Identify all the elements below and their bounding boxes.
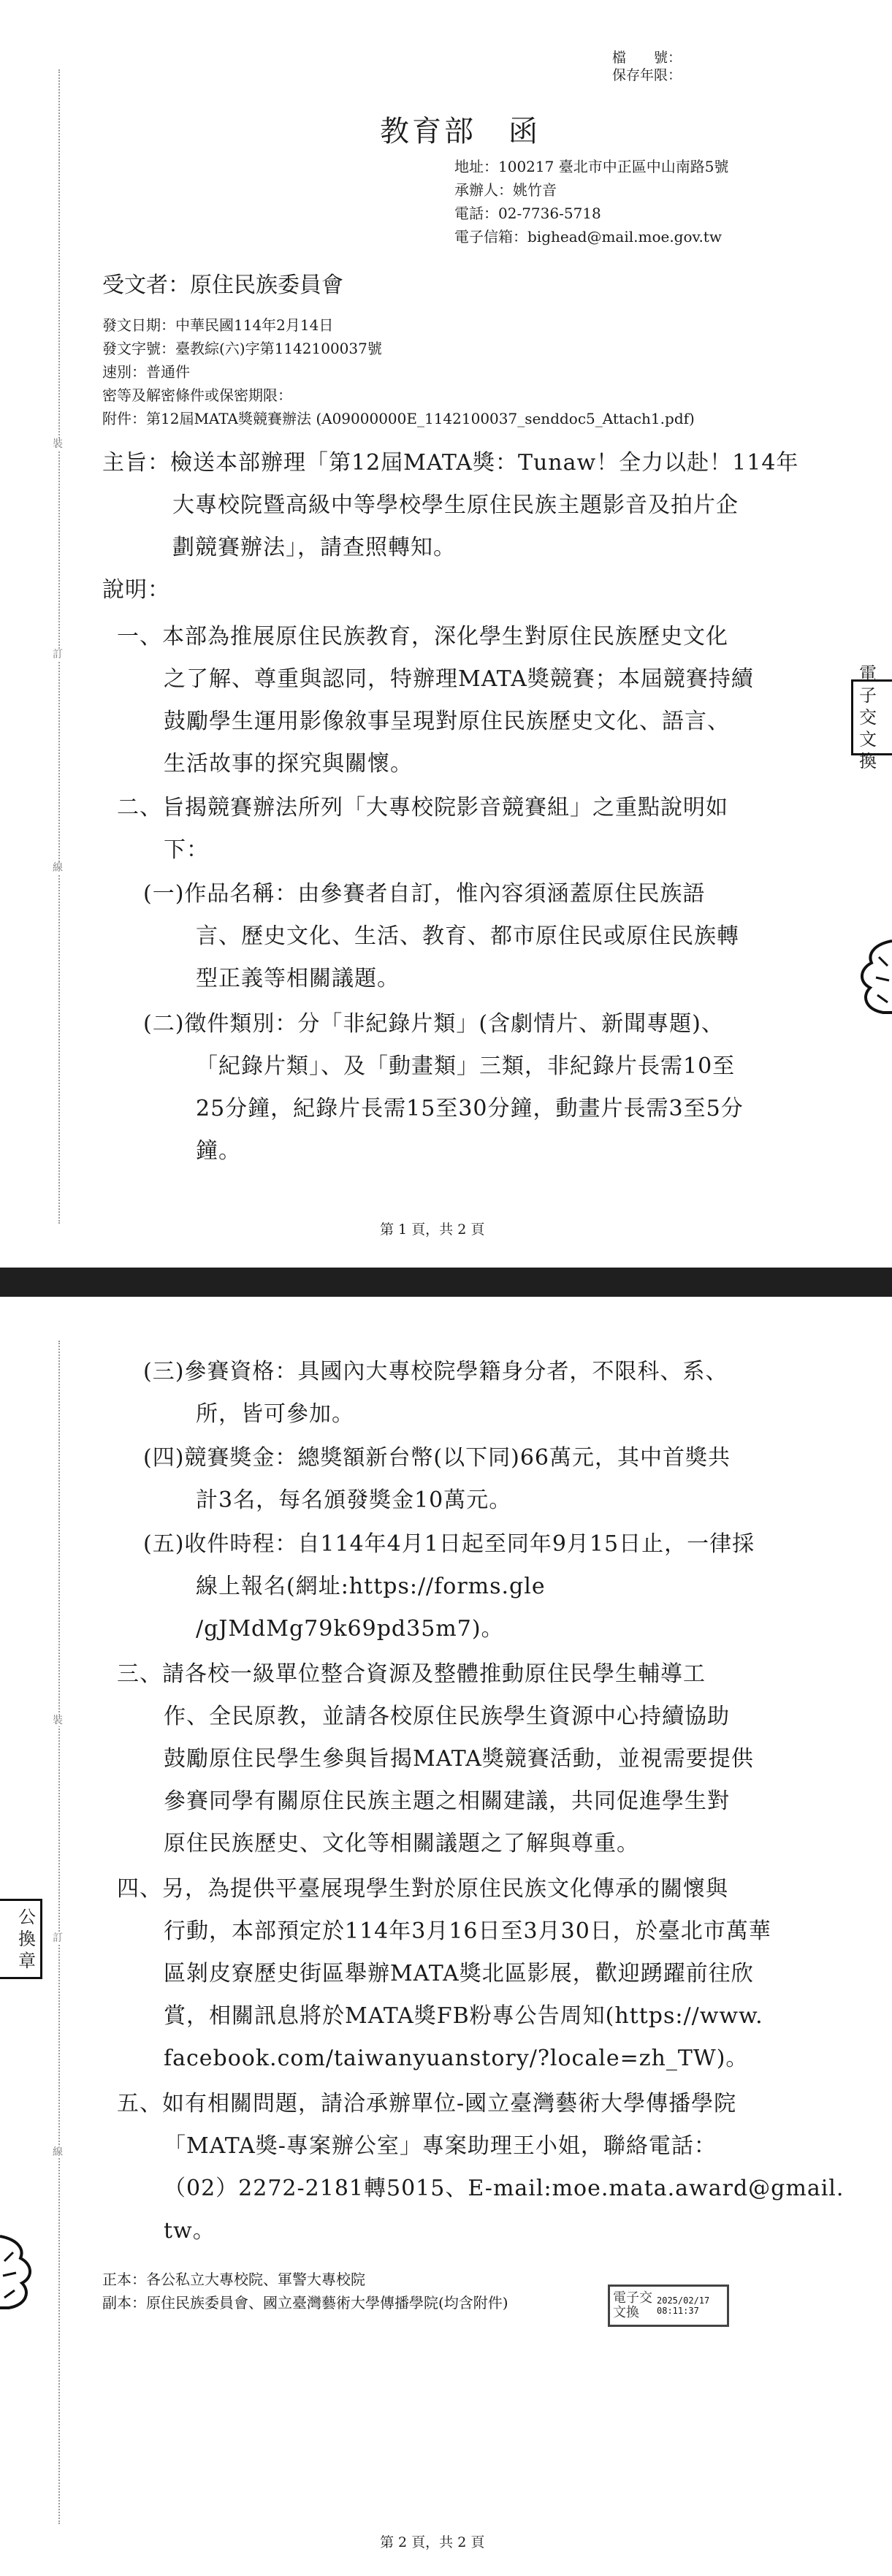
subject-line: 劃競賽辦法」，請查照轉知。 (172, 535, 456, 560)
item-line: 作、全民原教，並請各校原住民族學生資源中心持續協助 (164, 1704, 730, 1729)
attachment: 附件：第12屆MATA獎競賽辦法 (A09000000E_1142100037_senddoc5_Attach1.pdf) (102, 410, 695, 427)
file-number-label: 檔 號： (612, 50, 682, 66)
item-line: 鐘。 (196, 1138, 241, 1164)
item-line: 賞，相關訊息將於MATA獎FB粉專公告周知(https://www. (164, 2003, 763, 2029)
item-line: /gJMdMg79k69pd35m7)。 (196, 1616, 504, 1642)
item-line: (一)作品名稱：由參賽者自訂，惟內容須涵蓋原住民族語 (143, 881, 706, 907)
item-line: 一、本部為推展原住民族教育，深化學生對原住民族歷史文化 (117, 624, 728, 649)
item-line: 計3名，每名頒發獎金10萬元。 (196, 1487, 512, 1513)
document-page-1 (0, 0, 892, 1268)
item-line: (四)競賽獎金：總獎額新台幣(以下同)66萬元，其中首獎共 (143, 1445, 731, 1471)
item-line: (五)收件時程：自114年4月1日起至同年9月15日止，一律採 (143, 1531, 755, 1557)
speed: 速別：普通件 (102, 363, 190, 381)
binding-mark: 訂 (53, 649, 63, 660)
item-line: 「MATA獎-專案辦公室」專案助理王小姐，聯絡電話： (164, 2133, 717, 2159)
page-divider (0, 1268, 892, 1297)
item-line: 下： (164, 837, 209, 863)
binding-mark: 裝 (53, 1715, 63, 1726)
item-line: 原住民族歷史、文化等相關議題之了解與尊重。 (164, 1831, 639, 1856)
handler: 承辦人：姚竹音 (454, 181, 557, 199)
address: 地址：100217 臺北市中正區中山南路5號 (454, 158, 729, 175)
item-line: 之了解、尊重與認同，特辦理MATA獎競賽；本屆競賽持續 (164, 666, 754, 692)
item-line: 25分鐘，紀錄片長需15至30分鐘，動畫片長需3至5分 (196, 1096, 744, 1121)
seal-fragment-icon (0, 2232, 38, 2312)
binding-mark: 裝 (53, 438, 63, 450)
item-line: (三)參賽資格：具國內大專校院學籍身分者，不限科、系、 (143, 1359, 728, 1384)
item-line: 鼓勵原住民學生參與旨揭MATA獎競賽活動，並視需要提供 (164, 1746, 754, 1772)
page-number: 第 2 頁，共 2 頁 (380, 2534, 485, 2550)
issue-date: 發文日期：中華民國114年2月14日 (102, 316, 334, 334)
primary-recipients: 正本：各公私立大專校院、軍警大專校院 (102, 2271, 365, 2288)
item-line: 所，皆可參加。 (196, 1401, 354, 1427)
item-line: 言、歷史文化、生活、教育、都市原住民或原住民族轉 (196, 923, 739, 949)
binding-mark: 線 (53, 862, 63, 874)
item-line: tw。 (164, 2218, 216, 2244)
item-line: 二、旨揭競賽辦法所列「大專校院影音競賽組」之重點說明如 (117, 795, 728, 820)
subject-line: 主旨：檢送本部辦理「第12屆MATA獎：Tunaw！全力以赴！114年 (102, 450, 799, 476)
item-line: 鼓勵學生運用影像敘事呈現對原住民族歷史文化、語言、 (164, 709, 730, 734)
item-line: 三、請各校一級單位整合資源及整體推動原住民學生輔導工 (117, 1661, 706, 1687)
page-number: 第 1 頁，共 2 頁 (380, 1222, 485, 1238)
item-line: 四、另，為提供平臺展現學生對於原住民族文化傳承的關懷與 (117, 1876, 728, 1902)
item-line: 行動，本部預定於114年3月16日至3月30日，於臺北市萬華 (164, 1918, 771, 1944)
item-line: 五、如有相關問題，請洽承辦單位-國立臺灣藝術大學傳播學院 (117, 2091, 737, 2116)
binding-mark: 線 (53, 2146, 63, 2158)
retention-label: 保存年限： (612, 67, 682, 83)
phone: 電話：02-7736-5718 (454, 205, 601, 222)
item-line: （02）2272-2181轉5015、E-mail:moe.mata.award@gmail. (164, 2176, 845, 2201)
doc-number: 發文字號：臺教綜(六)字第1142100037號 (102, 340, 382, 357)
explanation-label: 說明： (102, 577, 170, 603)
document-page-2 (0, 1297, 892, 2576)
subject-line: 大專校院暨高級中等學校學生原住民族主題影音及拍片企 (172, 492, 739, 518)
binding-line (58, 69, 60, 1224)
item-line: 生活故事的探究與關懷。 (164, 751, 413, 777)
recipient: 受文者：原住民族委員會 (102, 273, 343, 298)
item-line: 線上報名(網址:https://forms.gle (196, 1574, 546, 1599)
item-line: 區剝皮寮歷史街區舉辦MATA獎北區影展，歡迎踴躍前往欣 (164, 1961, 754, 1986)
e-document-stamp: 電子 交文 換 (851, 679, 892, 755)
exchange-stamp: 公 換 章 (0, 1899, 42, 1979)
seal-fragment-icon (854, 937, 892, 1017)
secrecy: 密等及解密條件或保密期限： (102, 386, 292, 404)
email: 電子信箱：bighead@mail.moe.gov.tw (454, 228, 722, 245)
item-line: facebook.com/taiwanyuanstory/?locale=zh_TW)。 (164, 2046, 749, 2071)
e-exchange-stamp: 電子交 文換 2025/02/17 08:11:37 (608, 2285, 729, 2327)
document-title: 教育部 函 (380, 115, 541, 148)
binding-mark: 訂 (53, 1932, 63, 1944)
item-line: (二)徵件類別：分「非紀錄片類」(含劇情片、新聞專題)、 (143, 1011, 724, 1037)
copy-recipients: 副本：原住民族委員會、國立臺灣藝術大學傳播學院(均含附件) (102, 2294, 508, 2312)
item-line: 型正義等相關議題。 (196, 966, 400, 991)
item-line: 「紀錄片類」、及「動畫類」三類，非紀錄片長需10至 (196, 1053, 736, 1079)
item-line: 參賽同學有關原住民族主題之相關建議，共同促進學生對 (164, 1788, 730, 1814)
